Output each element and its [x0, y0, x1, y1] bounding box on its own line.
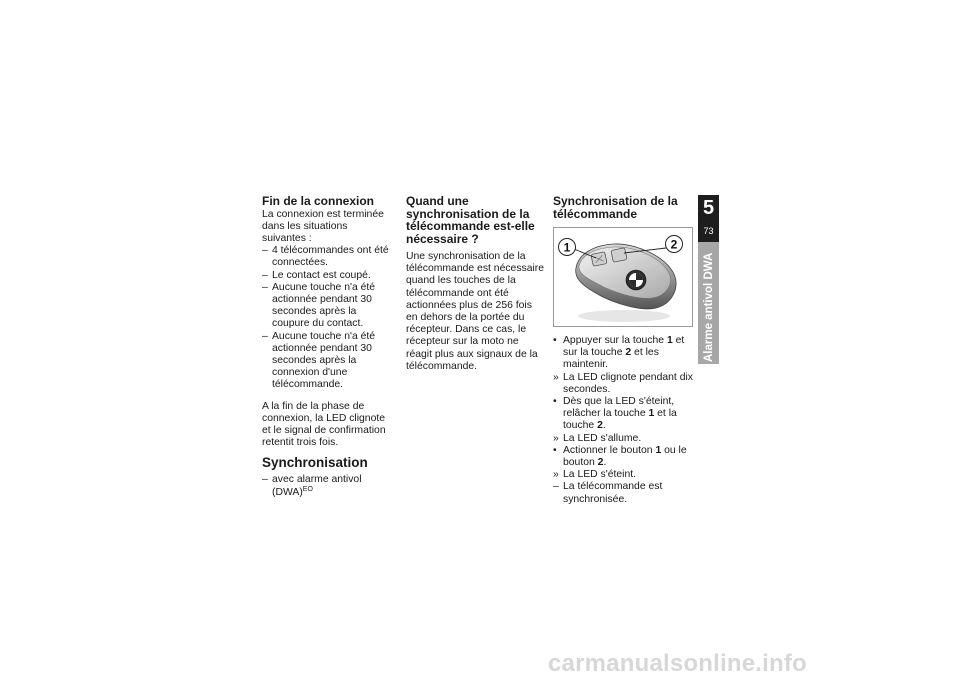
conditions-list	[262, 245, 394, 391]
list-item: – Aucune touche n'a été actionnée pendant 30 secondes après la coupure du contact.	[262, 281, 376, 330]
watermark: carmanualsonline.info	[548, 650, 807, 677]
chapter-number: 5	[702, 197, 715, 219]
callout-2: 2	[670, 237, 678, 252]
intro-text: La connexion est terminée dans les situations suivantes :	[262, 208, 384, 244]
heading-when-sync: Quand une synchronisation de la télécommande est-elle nécessaire ?	[406, 194, 535, 246]
list-item: – 4 télécommandes ont été connectées.	[262, 245, 389, 269]
column-left	[262, 195, 394, 499]
list-item: – avec alarme antivol (DWA)$^{EO}$	[262, 474, 362, 498]
paragraph-when-sync: Une synchronisation de la télécommande est nécessaire quand les touches de la télécommande ont été actionnées plus de 256 fois en dehors de la portée du récepteur. Dans ce cas, le récepteur sur la moto ne réagit plus aux signaux de la télécommande.	[406, 251, 545, 372]
list-item: – Le contact est coupé.	[262, 269, 371, 281]
remote-key-figure	[553, 227, 693, 327]
callout-1: 1	[563, 240, 571, 255]
column-right	[553, 195, 693, 506]
heading-sync-remote: Synchronisation de la télécommande	[553, 194, 678, 221]
column-middle	[406, 195, 546, 373]
chapter-tab-header	[698, 195, 719, 242]
list-item: » La LED s'éteint.	[553, 469, 637, 481]
list-item: – Aucune touche n'a été actionnée pendant 30 secondes après la connexion d'une télécommande.	[262, 330, 376, 391]
list-item: • Actionner le bouton 1 ou le bouton 2.	[553, 444, 687, 469]
page-number: 73	[703, 226, 714, 236]
list-item: – La télécommande est synchronisée.	[553, 481, 663, 505]
sync-steps-list	[553, 335, 693, 506]
remote-key-illustration	[554, 228, 692, 326]
list-item: » La LED s'allume.	[553, 432, 642, 444]
list-item: • Appuyer sur la touche 1 et sur la touche 2 et les maintenir.	[553, 335, 685, 371]
chapter-title-vertical: Alarme antivol DWA	[703, 252, 715, 362]
list-item: • Dès que la LED s'éteint, relâcher la touche 1 et la touche 2.	[553, 396, 677, 432]
heading-synchronisation: Synchronisation	[262, 455, 368, 471]
paragraph-end-phase: A la fin de la phase de connexion, la LED clignote et le signal de confirmation retentit trois fois.	[262, 400, 386, 449]
option-code: EO	[302, 485, 313, 493]
list-item: » La LED clignote pendant dix secondes.	[553, 371, 693, 395]
option-list	[262, 474, 394, 498]
heading-fin-connexion: Fin de la connexion	[262, 194, 375, 208]
